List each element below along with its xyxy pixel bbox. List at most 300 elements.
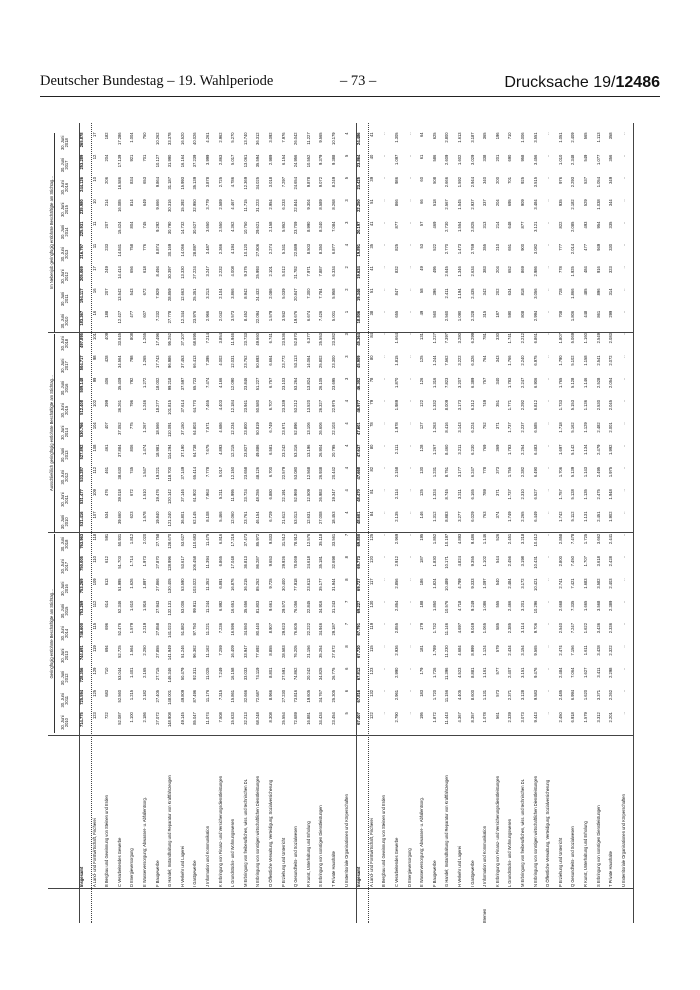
table-cell: 4.362 bbox=[230, 221, 236, 232]
table-cell: 672 bbox=[129, 489, 135, 497]
table-cell: 13.106 bbox=[305, 422, 311, 435]
table-cell: 5.139 bbox=[570, 466, 576, 478]
table-cell: 2.855 bbox=[394, 623, 399, 634]
table-cell: 753.269 bbox=[79, 578, 84, 594]
table-cell: 38.630 bbox=[116, 466, 122, 480]
table-cell: 1.579 bbox=[129, 623, 135, 634]
table-cell: 115 bbox=[368, 645, 374, 652]
table-cell: 12.509 bbox=[305, 489, 311, 502]
table-cell: 374 bbox=[494, 511, 500, 519]
table-cell: 1.097 bbox=[394, 154, 399, 165]
table-cell: 128.670 bbox=[167, 533, 173, 549]
table-cell: 758 bbox=[129, 243, 135, 251]
table-cell: 342 bbox=[482, 288, 488, 296]
table-cell: 35.139 bbox=[192, 177, 198, 190]
table-cell: 78.912 bbox=[293, 533, 299, 547]
table-cell: 2.986 bbox=[532, 266, 538, 277]
table-cell: 26.042 bbox=[293, 132, 299, 145]
table-cell: 22.103 bbox=[331, 422, 336, 435]
table-cell: 85.252 bbox=[255, 578, 261, 591]
table-cell: 50.931 bbox=[116, 533, 122, 547]
table-cell: .. bbox=[406, 154, 412, 157]
table-cell: 127 bbox=[419, 422, 425, 430]
table-cell: 66 bbox=[419, 199, 425, 204]
table-cell: 37.146 bbox=[179, 489, 185, 502]
table-cell: 6.165 bbox=[469, 489, 475, 500]
table-cell: 745 bbox=[129, 466, 135, 474]
table-cell: 10.576 bbox=[444, 600, 450, 614]
table-cell: 16 bbox=[91, 288, 97, 294]
table-cell: 2.962 bbox=[217, 132, 223, 143]
table-cell: 504.717 bbox=[79, 355, 84, 371]
table-cell: 123 bbox=[91, 712, 97, 720]
table-cell: 49 bbox=[419, 310, 425, 316]
table-cell: 349 bbox=[608, 177, 614, 184]
table-cell: 99.218 bbox=[167, 377, 173, 391]
table-cell: 49.660 bbox=[255, 333, 261, 346]
table-cell: 2.310 bbox=[520, 489, 525, 500]
table-cell: 14.056 bbox=[179, 243, 185, 257]
table-cell: 8.452 bbox=[242, 310, 248, 322]
table-cell: 8.600 bbox=[469, 689, 475, 701]
table-cell: 5.211 bbox=[217, 489, 223, 500]
table-cell: 1.755 bbox=[507, 466, 513, 478]
table-cell: 3.487 bbox=[205, 243, 210, 255]
table-cell: 7.675 bbox=[205, 444, 210, 455]
table-cell: 9.355 bbox=[469, 556, 475, 567]
column-divider bbox=[48, 332, 634, 333]
table-cell: 1.160 bbox=[583, 333, 588, 344]
table-cell: 52.560 bbox=[116, 689, 122, 703]
table-cell: .. bbox=[620, 578, 626, 581]
table-cell: 8.745 bbox=[444, 489, 450, 500]
table-cell: 9.379 bbox=[318, 154, 324, 165]
table-cell: .. bbox=[545, 221, 551, 224]
table-cell: 5.128 bbox=[570, 489, 576, 500]
table-cell: 48.470 bbox=[356, 489, 362, 502]
table-cell: 7.887 bbox=[318, 266, 324, 277]
table-cell: 30.316 bbox=[167, 199, 173, 212]
table-cell: 7.823 bbox=[444, 377, 450, 388]
table-cell: 7.465 bbox=[205, 400, 210, 411]
table-cell: 15.861 bbox=[230, 689, 236, 703]
table-cell: 7.478 bbox=[570, 533, 576, 545]
table-cell: 33.645 bbox=[116, 333, 122, 346]
table-cell: 330 bbox=[494, 333, 500, 340]
table-cell: .. bbox=[620, 466, 626, 470]
table-cell: 648 bbox=[507, 221, 513, 229]
table-cell: 340 bbox=[482, 177, 488, 184]
table-cell: .. bbox=[545, 177, 551, 180]
table-cell: .. bbox=[406, 355, 412, 358]
table-cell: 92.311 bbox=[192, 667, 198, 680]
table-cell: 1.054 bbox=[595, 177, 601, 188]
table-cell: 7.300 bbox=[305, 288, 311, 299]
table-cell: 1.129 bbox=[583, 422, 588, 433]
table-cell: 1.316 bbox=[431, 377, 437, 388]
table-cell: 25.993 bbox=[255, 266, 261, 279]
table-cell: 6.707 bbox=[268, 400, 273, 411]
table-cell: 2.730 bbox=[444, 221, 450, 232]
table-cell: 8.268 bbox=[331, 199, 336, 210]
table-cell: 399 bbox=[104, 400, 110, 407]
year-header: 30. Juni 2016 bbox=[60, 380, 70, 396]
table-cell: 1.100 bbox=[129, 712, 135, 723]
table-cell: 900 bbox=[520, 243, 525, 251]
table-cell: .. bbox=[381, 623, 387, 626]
table-cell: .. bbox=[406, 377, 412, 380]
table-cell: 1.771 bbox=[507, 400, 513, 411]
table-cell: 6.233 bbox=[280, 199, 286, 210]
table-cell: .. bbox=[381, 177, 387, 180]
table-cell: 1.136 bbox=[583, 400, 588, 411]
table-cell: 76.056 bbox=[293, 600, 299, 614]
table-cell: 45.909 bbox=[356, 355, 362, 368]
table-cell: 3.213 bbox=[205, 288, 210, 299]
table-cell: 109 bbox=[91, 489, 97, 497]
table-cell: 51 bbox=[368, 199, 374, 204]
table-cell: 38 bbox=[368, 310, 374, 316]
table-cell: 10.552 bbox=[305, 154, 311, 168]
table-cell: 26.904 bbox=[318, 444, 324, 458]
table-cell: 23.382 bbox=[331, 333, 336, 346]
table-cell: 125 bbox=[368, 533, 374, 541]
table-cell: 1.474 bbox=[142, 444, 147, 455]
table-cell: 1.697 bbox=[557, 444, 563, 455]
table-cell: .. bbox=[406, 623, 412, 626]
year-header: 30. Juni 2013 bbox=[60, 247, 70, 262]
table-cell: 573 bbox=[494, 689, 500, 697]
row-divider bbox=[91, 123, 92, 923]
table-cell: 33.947 bbox=[242, 645, 248, 658]
table-cell: 683 bbox=[104, 689, 110, 697]
table-cell: 1.611 bbox=[583, 645, 588, 656]
table-cell: 591 bbox=[104, 533, 110, 541]
table-cell: 11.475 bbox=[205, 533, 210, 547]
table-cell: 3.411 bbox=[595, 667, 601, 678]
table-cell: 12.576 bbox=[305, 533, 311, 547]
table-cell: 179 bbox=[419, 667, 425, 675]
table-cell: 118.700 bbox=[167, 466, 173, 482]
section-divider bbox=[633, 123, 634, 923]
table-cell: 9.333 bbox=[469, 578, 475, 589]
table-cell: 1.725 bbox=[583, 533, 588, 545]
table-cell: 13.061 bbox=[242, 154, 248, 168]
table-cell: 2.540 bbox=[557, 623, 563, 634]
table-cell: .. bbox=[620, 266, 626, 269]
table-cell: 2.495 bbox=[595, 466, 601, 478]
table-cell: 2.428 bbox=[608, 556, 614, 567]
table-cell: 1.613 bbox=[457, 132, 462, 143]
table-cell: 23.103 bbox=[280, 377, 286, 391]
row-label: L Grundstücks- und Wohnungswesen bbox=[507, 818, 513, 887]
table-cell: 877 bbox=[520, 221, 525, 229]
table-cell: 24.618 bbox=[305, 556, 311, 569]
column-divider bbox=[48, 532, 634, 533]
table-cell: 3.056 bbox=[532, 288, 538, 299]
table-cell: 130.405 bbox=[167, 578, 173, 594]
table-cell: 102 bbox=[91, 400, 97, 407]
table-cell: 355 bbox=[482, 243, 488, 251]
table-cell: 23.976 bbox=[192, 310, 198, 324]
table-cell: 1.916 bbox=[142, 600, 147, 611]
table-cell: 10.179 bbox=[331, 132, 336, 145]
table-cell: 141.023 bbox=[167, 623, 173, 638]
table-cell: 31.187 bbox=[167, 177, 173, 190]
table-cell: 4 bbox=[343, 422, 349, 425]
table-cell: 3.218 bbox=[520, 533, 525, 545]
table-cell: 710 bbox=[104, 667, 110, 675]
table-cell: 52.087 bbox=[116, 712, 122, 725]
table-cell: 2.550 bbox=[217, 221, 223, 232]
table-cell: 3.173 bbox=[457, 400, 462, 411]
table-cell: 80.440 bbox=[255, 623, 261, 636]
table-cell: 188 bbox=[104, 310, 110, 318]
table-cell: .. bbox=[545, 288, 551, 291]
table-cell: 67.816 bbox=[356, 689, 362, 703]
table-cell: 41 bbox=[368, 132, 374, 137]
table-cell: 37.149 bbox=[179, 466, 185, 480]
table-cell: .. bbox=[406, 578, 412, 581]
table-cell: 27.758 bbox=[154, 533, 160, 547]
table-cell: .. bbox=[406, 712, 412, 715]
table-cell: .. bbox=[381, 355, 387, 358]
table-cell: 53 bbox=[419, 243, 425, 249]
table-cell: 23.800 bbox=[242, 422, 248, 435]
table-cell: 46.977 bbox=[356, 400, 362, 413]
table-cell: 461 bbox=[104, 466, 110, 474]
table-cell: 299 bbox=[608, 310, 614, 318]
table-cell: 9.486 bbox=[469, 533, 475, 545]
table-cell: 85.047 bbox=[192, 712, 198, 725]
table-cell: 2.158 bbox=[394, 466, 399, 478]
table-cell: 28.583 bbox=[280, 645, 286, 658]
table-cell: 4 bbox=[343, 489, 349, 492]
table-cell: 67.812 bbox=[356, 667, 362, 681]
table-cell: .. bbox=[620, 422, 626, 425]
table-cell: .. bbox=[545, 556, 551, 559]
table-cell: 12.031 bbox=[230, 355, 236, 368]
table-cell: 206 bbox=[104, 177, 110, 184]
table-cell: 776 bbox=[142, 243, 147, 251]
table-cell: 340 bbox=[494, 377, 500, 385]
table-cell: 1.973 bbox=[142, 556, 147, 567]
table-cell: 1.790 bbox=[557, 355, 563, 366]
table-cell: 23.846 bbox=[242, 377, 248, 391]
table-cell: 909 bbox=[520, 199, 525, 207]
table-cell: 64.803 bbox=[192, 422, 198, 435]
table-cell: 125 bbox=[91, 689, 97, 697]
table-cell: 2.530 bbox=[595, 400, 601, 411]
table-cell: 2.961 bbox=[394, 689, 399, 701]
table-cell: 53.013 bbox=[293, 511, 299, 525]
table-cell: 656 bbox=[129, 266, 135, 274]
table-cell: 5.466 bbox=[217, 511, 223, 522]
table-cell: 549 bbox=[583, 154, 588, 162]
table-cell: 23.425 bbox=[356, 177, 362, 190]
table-cell: 976 bbox=[557, 177, 563, 184]
table-cell: 80 bbox=[368, 444, 374, 450]
row-label: R Kunst, Unterhaltung und Erholung bbox=[305, 821, 311, 887]
table-cell: .. bbox=[545, 667, 551, 670]
table-cell: 19.605 bbox=[305, 689, 311, 703]
table-cell: 22.844 bbox=[293, 199, 299, 212]
table-cell: 11.146 bbox=[444, 623, 450, 636]
table-cell: .. bbox=[545, 266, 551, 269]
table-cell: 6 bbox=[343, 689, 349, 693]
table-cell: 27.405 bbox=[154, 689, 160, 703]
table-cell: 30.397 bbox=[167, 266, 173, 279]
table-cell: 6.741 bbox=[268, 333, 273, 344]
table-cell: 335 bbox=[608, 221, 614, 229]
table-cell: 5 bbox=[343, 177, 349, 180]
table-cell: 2.936 bbox=[394, 645, 399, 656]
table-cell: 22.889 bbox=[293, 243, 299, 257]
table-cell: 31.243 bbox=[331, 600, 336, 614]
row-label: P Erziehung und Unterricht bbox=[280, 837, 286, 887]
table-cell: 20.795 bbox=[331, 444, 336, 458]
table-cell: 52.896 bbox=[293, 422, 299, 435]
table-cell: 4.786 bbox=[230, 177, 236, 188]
table-cell: 216.797 bbox=[79, 243, 84, 259]
table-cell: 79 bbox=[368, 400, 374, 405]
table-cell: 1.978 bbox=[394, 422, 399, 433]
table-cell: 5.017 bbox=[217, 466, 223, 478]
table-cell: 728 bbox=[557, 288, 563, 296]
table-cell: 1.765 bbox=[557, 377, 563, 388]
table-cell: 6.581 bbox=[268, 444, 273, 455]
table-cell: 8.874 bbox=[154, 243, 160, 255]
table-cell: 8.009 bbox=[444, 400, 450, 411]
table-cell: 69.850 bbox=[356, 533, 362, 547]
row-label: F Baugewerbe bbox=[154, 860, 160, 887]
row-label: N Erbringung von sonstigen wirtschaftlichen Dienstleistungen bbox=[532, 775, 538, 887]
table-cell: 188 bbox=[419, 600, 425, 608]
table-cell: 808 bbox=[129, 333, 135, 340]
table-cell: 7.976 bbox=[280, 132, 286, 143]
table-cell: 16.651 bbox=[230, 600, 236, 614]
year-header: 30. Juni 2010 bbox=[60, 514, 70, 530]
column-group-header: Im Nebenjob geringfügig entlohnte Beschäftigte am Stichtag… bbox=[50, 133, 55, 332]
row-label: K Erbringung von Finanz- und Versicherungsdienstleistungen bbox=[494, 775, 500, 887]
table-cell: 869 bbox=[520, 266, 525, 274]
table-cell: .. bbox=[406, 645, 412, 648]
table-cell: 82 bbox=[368, 466, 374, 472]
table-cell: 18.277 bbox=[154, 400, 160, 413]
table-cell: 1.090 bbox=[457, 310, 462, 322]
table-cell: 2.219 bbox=[142, 623, 147, 634]
table-cell: 23.752 bbox=[242, 355, 248, 368]
year-header: 30. Juni 2014 bbox=[60, 224, 70, 240]
table-cell: 12.184 bbox=[230, 400, 236, 413]
table-cell: 81 bbox=[368, 489, 374, 494]
table-cell: 2.409 bbox=[570, 132, 576, 143]
table-cell: 1.789 bbox=[431, 645, 437, 656]
table-cell: 187 bbox=[419, 556, 425, 563]
table-cell: 2.466 bbox=[507, 600, 513, 611]
table-cell: 204 bbox=[494, 199, 500, 207]
year-header: 30. Juni 2013 bbox=[60, 648, 70, 663]
table-cell: .. bbox=[381, 689, 387, 693]
table-cell: 4.194 bbox=[230, 243, 236, 255]
table-cell: 2.541 bbox=[595, 355, 601, 366]
table-cell: 202 bbox=[494, 288, 500, 296]
table-cell: 201 bbox=[494, 154, 500, 162]
table-cell: 195 bbox=[419, 712, 425, 720]
table-cell: 694 bbox=[104, 645, 110, 653]
table-cell: 1.726 bbox=[431, 667, 437, 678]
table-cell: 1.051 bbox=[557, 132, 563, 143]
table-cell: 30.169 bbox=[167, 243, 173, 257]
table-cell: 66.413 bbox=[192, 355, 198, 368]
table-cell: 6.230 bbox=[469, 444, 475, 455]
table-cell: 1.806 bbox=[570, 310, 576, 322]
table-cell: 2.944 bbox=[469, 177, 475, 188]
table-cell: 1.077 bbox=[595, 154, 601, 165]
table-cell: 15.993 bbox=[179, 177, 185, 190]
document-number bbox=[504, 74, 660, 92]
table-cell: 9.666 bbox=[154, 199, 160, 210]
table-cell: 19.676 bbox=[293, 310, 299, 324]
table-cell: 179 bbox=[419, 623, 425, 630]
table-cell: 26.105 bbox=[318, 377, 324, 391]
table-cell: 750 bbox=[142, 132, 147, 140]
table-cell: 5.270 bbox=[230, 132, 236, 143]
table-cell: 690 bbox=[507, 154, 513, 162]
table-cell: 34.916 bbox=[318, 600, 324, 614]
table-cell: 104 bbox=[91, 422, 97, 430]
table-cell: 1.097 bbox=[482, 578, 488, 589]
table-cell: 12.344 bbox=[179, 310, 185, 324]
table-cell: 3.151 bbox=[520, 667, 525, 678]
table-cell: 76.205 bbox=[293, 645, 299, 658]
table-cell: .. bbox=[381, 221, 387, 224]
table-cell: 2.475 bbox=[595, 489, 601, 500]
table-cell: 62.145 bbox=[192, 511, 198, 525]
table-cell: .. bbox=[620, 177, 626, 180]
row-label: S Erbringung von sonstigen Dienstleistungen bbox=[595, 805, 601, 887]
table-cell: 1.267 bbox=[142, 422, 147, 433]
table-cell: 5 bbox=[343, 712, 349, 715]
table-cell: 2.966 bbox=[205, 310, 210, 322]
table-cell: 2.725 bbox=[217, 177, 223, 188]
table-cell: 406 bbox=[104, 377, 110, 385]
table-cell: 2.969 bbox=[394, 533, 399, 545]
table-cell: 330 bbox=[608, 243, 614, 251]
table-cell: 51.703 bbox=[116, 556, 122, 569]
table-cell: 1.610 bbox=[129, 600, 135, 611]
table-cell: 182 bbox=[104, 132, 110, 140]
table-cell: 1.131 bbox=[482, 689, 488, 701]
table-cell: 6.994 bbox=[570, 689, 576, 701]
table-cell: 7.397 bbox=[444, 333, 450, 344]
table-cell: 60 bbox=[419, 177, 425, 182]
table-cell: 935 bbox=[557, 199, 563, 207]
table-cell: 112 bbox=[91, 466, 97, 474]
table-cell: 11.230 bbox=[444, 645, 450, 658]
table-cell: 1.272 bbox=[142, 377, 147, 388]
table-cell: .. bbox=[381, 466, 387, 470]
table-cell: 3.143 bbox=[457, 422, 462, 433]
year-header: 30. Juni 2012 bbox=[60, 269, 70, 284]
table-cell: 757 bbox=[482, 377, 488, 385]
table-cell: 23.761 bbox=[242, 511, 248, 525]
table-cell: 8.357 bbox=[469, 712, 475, 723]
table-cell: 949 bbox=[595, 243, 601, 251]
table-cell: 3.172 bbox=[520, 578, 525, 589]
table-cell: .. bbox=[381, 310, 387, 314]
table-cell: 3.999 bbox=[205, 154, 210, 165]
